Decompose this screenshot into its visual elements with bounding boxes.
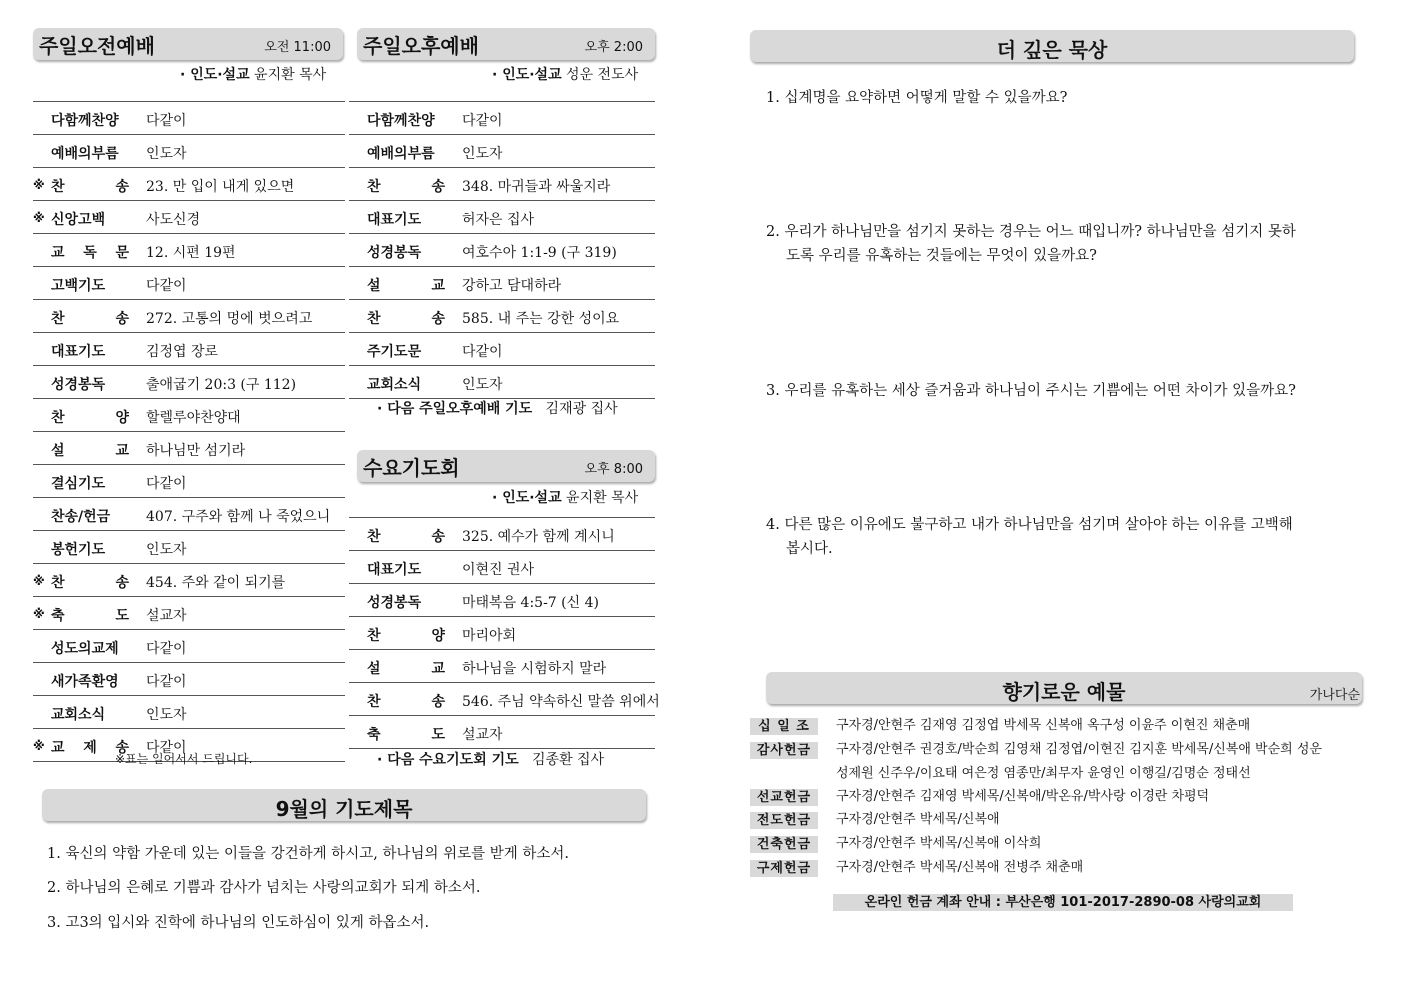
order-value: 585. 내 주는 강한 성이요 (462, 311, 620, 327)
order-value: 인도자 (462, 146, 503, 162)
offering-names-line: 성제원 신주우/이요태 여은정 염종만/최무자 윤영인 이행길/김명순 정태선 (836, 766, 1251, 781)
order-label: 고백기도 (51, 278, 106, 294)
offering-names-line: 구자경/안현주 박세목/신복애 전병주 채춘매 (836, 860, 1084, 875)
order-label: 성경봉독 (51, 377, 106, 393)
order-row (349, 683, 660, 716)
order-value: 454. 주와 같이 되기를 (146, 575, 286, 591)
order-value: 12. 시편 19편 (146, 245, 236, 261)
question-line: 2. 우리가 하나님만을 섬기지 못하는 경우는 어느 때입니까? 하나님만을 섬기지 못하 (766, 224, 1296, 240)
wednesday-title: 수요기도회 (363, 456, 460, 480)
order-label: 다함께찬양 (51, 113, 119, 129)
order-row (349, 650, 655, 683)
next-prayer-name: 김종환 집사 (532, 752, 605, 768)
afternoon-order-list (349, 101, 655, 399)
online-offering-account: 온라인 헌금 계좌 안내 : 부산은행 101-2017-2890-08 사랑의교회 (833, 894, 1293, 911)
order-value: 다같이 (146, 278, 187, 294)
order-row (349, 551, 655, 584)
morning-header (33, 28, 343, 60)
order-value: 설교자 (146, 608, 187, 624)
order-value: 인도자 (146, 542, 187, 558)
order-row (349, 617, 655, 650)
order-label: 교 제 송 (51, 740, 129, 756)
offering-names (836, 832, 1041, 856)
order-label: 찬 송 (367, 694, 445, 710)
next-prayer-label: · 다음 주일오후예배 기도 (377, 401, 533, 417)
order-label: 설 교 (367, 661, 445, 677)
stand-mark: ※ (33, 178, 45, 192)
order-label: 찬송/헌금 (51, 509, 111, 525)
order-value: 설교자 (462, 727, 503, 743)
order-label: 찬 송 (51, 311, 129, 327)
offering-names (836, 856, 1083, 880)
order-label: 봉헌기도 (51, 542, 106, 558)
stand-mark: ※ (33, 211, 45, 225)
order-row (33, 366, 345, 399)
offering-category: 구제헌금 (750, 860, 818, 877)
afternoon-header (357, 28, 655, 60)
morning-leader-label: · 인도·설교 (180, 67, 250, 83)
order-label: 설 교 (367, 278, 445, 294)
stand-mark: ※ (33, 574, 45, 588)
meditation-header (750, 30, 1354, 62)
offering-order-note: 가나다순 (1309, 688, 1360, 703)
next-prayer-label: · 다음 수요기도회 기도 (377, 752, 519, 768)
order-value: 인도자 (146, 146, 187, 162)
meditation-question (766, 513, 1293, 561)
order-value: 강하고 담대하라 (462, 278, 562, 294)
meditation-question (766, 86, 1067, 110)
wednesday-leader (492, 487, 638, 507)
order-value: 할렐루야찬양대 (146, 410, 241, 426)
order-label: 찬 양 (51, 410, 129, 426)
offering-title: 향기로운 예물 (1002, 680, 1126, 704)
wednesday-order-list (349, 517, 660, 749)
standing-note: ※표는 일어서서 드립니다. (115, 752, 253, 766)
morning-leader (180, 64, 326, 84)
order-row (349, 300, 655, 333)
offering-row (750, 742, 1370, 790)
offering-category: 선교헌금 (750, 789, 818, 806)
order-row (349, 267, 655, 300)
order-label: 성경봉독 (367, 245, 422, 261)
order-row (33, 333, 345, 366)
order-value: 김정엽 장로 (146, 344, 219, 360)
afternoon-next-prayer (377, 398, 618, 418)
offering-category: 전도헌금 (750, 812, 818, 829)
order-row (33, 201, 345, 234)
order-label: 교회소식 (367, 377, 422, 393)
order-label: 신앙고백 (51, 212, 106, 228)
order-value: 인도자 (146, 707, 187, 723)
order-value: 이현진 권사 (462, 562, 535, 578)
order-value: 546. 주님 약속하신 말씀 위에서 (462, 694, 660, 710)
order-row (349, 584, 655, 617)
order-value: 다같이 (146, 674, 187, 690)
order-value: 사도신경 (146, 212, 201, 228)
order-row (33, 564, 345, 597)
order-row (33, 597, 345, 630)
order-row (33, 663, 345, 696)
offering-names-line: 구자경/안현주 김재영 김정엽 박세목 신복애 옥구성 이윤주 이현진 채춘매 (836, 718, 1251, 733)
order-label: 찬 송 (51, 179, 129, 195)
order-label: 축 도 (51, 608, 129, 624)
morning-order-list (33, 101, 345, 762)
order-value: 272. 고통의 멍에 벗으려고 (146, 311, 313, 327)
order-label: 찬 송 (367, 529, 445, 545)
wednesday-header (357, 450, 655, 482)
order-label: 찬 양 (367, 628, 445, 644)
stand-mark: ※ (33, 739, 45, 753)
order-row (33, 465, 345, 498)
order-row (349, 333, 655, 366)
offering-names-line: 구자경/안현주 권경호/박순희 김영채 김정엽/이현진 김지훈 박세목/신복애 박순희 성운 (836, 742, 1322, 757)
question-line: 3. 우리를 유혹하는 세상 즐거움과 하나님이 주시는 기쁨에는 어떤 차이가 있을까요? (766, 383, 1296, 399)
wednesday-leader-label: · 인도·설교 (492, 490, 562, 506)
order-row (349, 135, 655, 168)
order-row (33, 300, 345, 333)
offering-names (836, 785, 1209, 809)
order-label: 대표기도 (367, 562, 422, 578)
order-value: 하나님만 섬기라 (146, 443, 246, 459)
order-row (349, 234, 655, 267)
prayer-item: 1. 육신의 약함 가운데 있는 이들을 강건하게 하시고, 하나님의 위로를 받게 하소서. (47, 846, 569, 862)
meditation-question (766, 379, 1296, 403)
offering-names (836, 738, 1322, 786)
afternoon-leader-name: 성운 전도사 (561, 67, 639, 83)
order-row (33, 267, 345, 300)
order-row (33, 432, 345, 465)
afternoon-leader-label: · 인도·설교 (492, 67, 562, 83)
order-value: 인도자 (462, 377, 503, 393)
order-label: 성도의교제 (51, 641, 119, 657)
order-label: 새가족환영 (51, 674, 119, 690)
offering-header (766, 672, 1362, 704)
order-row (33, 168, 345, 201)
offering-category: 건축헌금 (750, 836, 818, 853)
order-row (33, 498, 345, 531)
order-row (33, 234, 345, 267)
order-label: 다함께찬양 (367, 113, 435, 129)
prayer-item: 2. 하나님의 은혜로 기쁨과 감사가 넘치는 사랑의교회가 되게 하소서. (47, 880, 481, 896)
offering-names (836, 714, 1250, 738)
prayer-item: 3. 고3의 입시와 진학에 하나님의 인도하심이 있게 하옵소서. (47, 915, 430, 931)
order-row (349, 716, 655, 749)
wednesday-next-prayer (377, 749, 604, 769)
order-row (33, 630, 345, 663)
order-row (349, 366, 655, 399)
order-value: 다같이 (146, 113, 187, 129)
order-value: 325. 예수가 함께 계시니 (462, 529, 615, 545)
order-row (349, 168, 655, 201)
order-row (349, 517, 655, 551)
order-value: 다같이 (146, 476, 187, 492)
order-label: 예배의부름 (367, 146, 435, 162)
order-row (33, 101, 345, 135)
order-value: 여호수아 1:1-9 (구 319) (462, 245, 617, 261)
wednesday-leader-name: 윤지환 목사 (561, 490, 639, 506)
order-label: 설 교 (51, 443, 129, 459)
order-value: 출애굽기 20:3 (구 112) (146, 377, 297, 393)
question-line: 1. 십계명을 요약하면 어떻게 말할 수 있을까요? (766, 90, 1068, 106)
order-value: 407. 구주와 함께 나 죽었으니 (146, 509, 331, 525)
next-prayer-name: 김재광 집사 (545, 401, 618, 417)
order-value: 마리아회 (462, 628, 517, 644)
order-label: 찬 송 (367, 311, 445, 327)
order-label: 찬 송 (51, 575, 129, 591)
afternoon-time: 오후 2:00 (584, 40, 643, 55)
offering-names (836, 808, 1000, 832)
meditation-question (766, 220, 1296, 268)
order-value: 다같이 (146, 740, 187, 756)
order-row (33, 696, 345, 729)
morning-title: 주일오전예배 (39, 34, 155, 58)
offering-category: 십 일 조 (750, 718, 818, 735)
question-line: 4. 다른 많은 이유에도 불구하고 내가 하나님만을 섬기며 살아야 하는 이유를 고백해 (766, 517, 1293, 533)
offering-names-line: 구자경/안현주 김재영 박세목/신복애/박온유/박사랑 이경란 차평덕 (836, 789, 1210, 804)
order-value: 23. 만 입이 내게 있으면 (146, 179, 295, 195)
order-value: 하나님을 시험하지 말라 (462, 661, 607, 677)
order-label: 대표기도 (51, 344, 106, 360)
morning-time: 오전 11:00 (264, 40, 331, 55)
question-line: 봅시다. (786, 541, 833, 557)
order-value: 허자은 집사 (462, 212, 535, 228)
order-label: 축 도 (367, 727, 445, 743)
wednesday-time: 오후 8:00 (584, 462, 643, 477)
order-row (33, 399, 345, 432)
order-row (33, 135, 345, 168)
question-line: 도록 우리를 유혹하는 것들에는 무엇이 있을까요? (786, 248, 1097, 264)
order-value: 다같이 (462, 113, 503, 129)
order-value: 마태복음 4:5-7 (신 4) (462, 595, 599, 611)
meditation-title: 더 깊은 묵상 (996, 38, 1108, 62)
order-value: 다같이 (146, 641, 187, 657)
order-label: 대표기도 (367, 212, 422, 228)
stand-mark: ※ (33, 607, 45, 621)
morning-leader-name: 윤지환 목사 (249, 67, 327, 83)
order-label: 예배의부름 (51, 146, 119, 162)
order-label: 찬 송 (367, 179, 445, 195)
afternoon-leader (492, 64, 638, 84)
order-label: 교회소식 (51, 707, 106, 723)
afternoon-title: 주일오후예배 (363, 34, 479, 58)
order-label: 교 독 문 (51, 245, 129, 261)
order-value: 348. 마귀들과 싸울지라 (462, 179, 611, 195)
prayer-header (42, 789, 646, 821)
order-row (349, 201, 655, 234)
offering-category: 감사헌금 (750, 742, 818, 759)
prayer-title: 9월의 기도제목 (275, 797, 413, 821)
order-row (33, 531, 345, 564)
order-label: 주기도문 (367, 344, 422, 360)
offering-names-line: 구자경/안현주 박세목/신복애 이삭희 (836, 836, 1042, 851)
order-label: 결심기도 (51, 476, 106, 492)
order-row (349, 101, 655, 135)
offering-row (750, 860, 1370, 884)
order-value: 다같이 (462, 344, 503, 360)
order-label: 성경봉독 (367, 595, 422, 611)
offering-names-line: 구자경/안현주 박세목/신복애 (836, 812, 1000, 827)
